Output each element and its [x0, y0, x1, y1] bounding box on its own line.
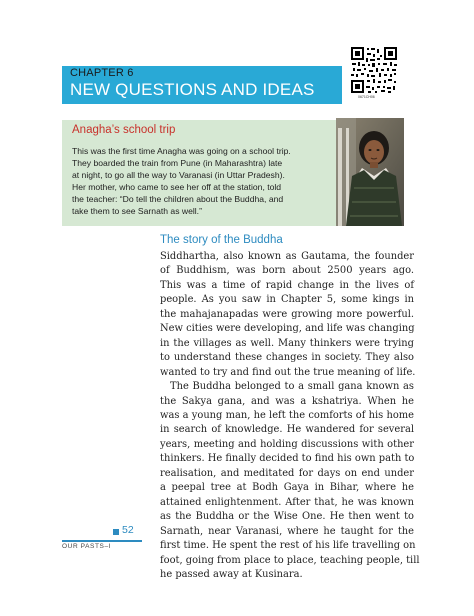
story-box-title: Anagha’s school trip	[72, 124, 176, 136]
text-line: in the villages as well. Many thinkers were trying	[160, 337, 414, 349]
text-line: was a young man, he left the comforts of his home	[160, 409, 414, 421]
text-line: first time. He spent the rest of his life travelling on	[160, 540, 416, 552]
footer-book-label: OUR PASTS–I	[62, 543, 112, 550]
story-box-line: the teacher: “Do tell the children about the Buddha, and	[72, 194, 284, 205]
text-line: attained enlightenment. After that, he was known	[160, 496, 414, 508]
section-title: The story of the Buddha	[160, 234, 283, 246]
page-number: 52	[122, 524, 134, 536]
text-line: he passed away at Kusinara.	[160, 568, 303, 580]
story-box-line: They boarded the train from Pune (in Maharashtra) late	[72, 158, 283, 169]
text-line: New cities were developing, and life was changing	[160, 323, 415, 335]
text-line: the Sakya gana, and was a kshatriya. When he	[160, 395, 414, 407]
text-line: to understand these changes in society. They also	[160, 352, 414, 364]
text-line: as the Buddha or the Wise One. He then went to	[160, 511, 414, 523]
body-text	[160, 250, 420, 582]
page-marker-square	[113, 529, 119, 535]
text-line: people. As you saw in Chapter 5, some kings in	[160, 294, 414, 306]
story-box-line: at night, to go all the way to Varanasi (in Uttar Pradesh).	[72, 170, 285, 181]
text-line: the mahajanapadas were growing more powerful.	[160, 308, 414, 320]
paragraph-2	[160, 380, 420, 582]
text-line: This was a time of rapid change in the lives of	[160, 279, 414, 291]
text-line: foot, going from place to place, teaching people, till	[160, 554, 420, 566]
paragraph-1	[160, 250, 414, 380]
text-line: in search of knowledge. He wandered for several	[160, 424, 414, 436]
text-line: The Buddha belonged to a small gana known as	[170, 381, 414, 393]
girl-photo	[336, 118, 404, 226]
text-line: of Buddhism, was born about 2500 years ago.	[160, 265, 414, 277]
footer-rule	[62, 540, 142, 542]
qr-code-icon[interactable]	[350, 46, 398, 94]
chapter-title: NEW QUESTIONS AND IDEAS	[70, 80, 315, 99]
story-box-text	[72, 145, 344, 218]
text-line: wanted to try and find out the true meaning of life.	[160, 366, 416, 378]
text-line: Siddhartha, also known as Gautama, the founder	[160, 251, 414, 262]
text-line: Sarnath, near Varanasi, where he taught for the	[160, 525, 414, 537]
qr-caption: 0671CH06	[358, 95, 375, 99]
text-line: a peepal tree at Bodh Gaya in Bihar, where he	[160, 482, 414, 494]
story-box-line: Her mother, who came to see her off at the station, told	[72, 182, 282, 193]
text-line: realisation, and meditated for days on end under	[160, 467, 414, 479]
text-line: years, meeting and holding discussions with other	[160, 438, 414, 450]
story-box-line: take them to see Sarnath as well.”	[72, 206, 202, 217]
story-box-line: This was the first time Anagha was going on a school trip.	[72, 146, 291, 156]
text-line: thinkers. He finally decided to find his own path to	[160, 453, 415, 465]
chapter-label: CHAPTER 6	[70, 67, 134, 79]
